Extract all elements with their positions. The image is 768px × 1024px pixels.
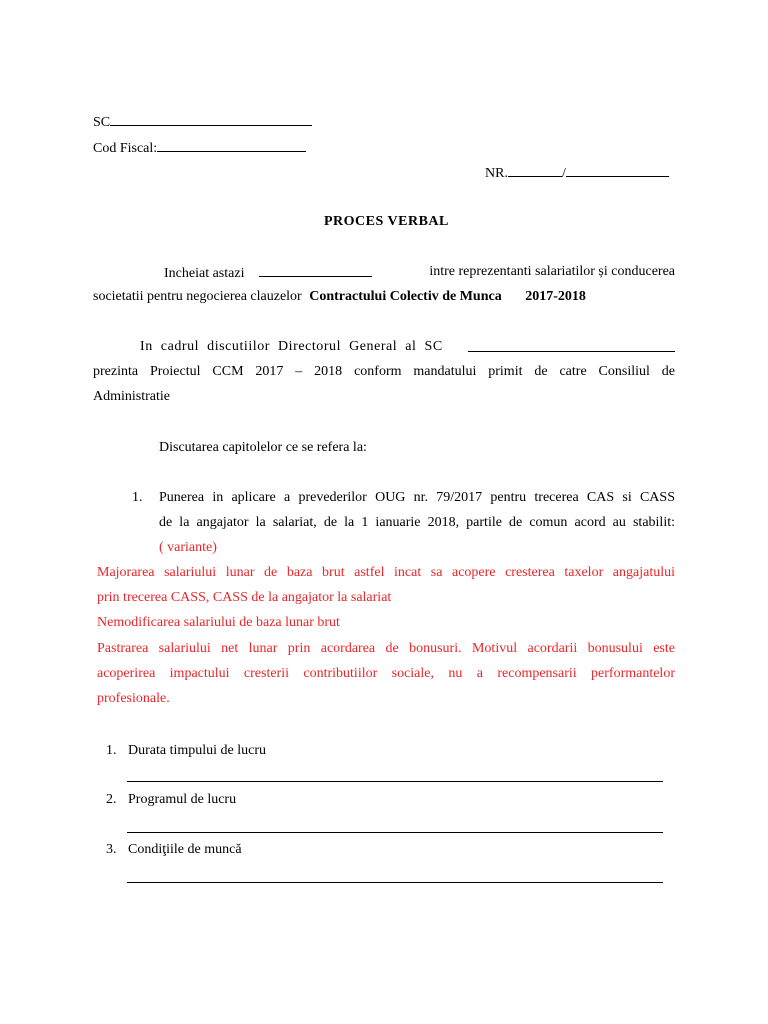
discutarea-text: Discutarea capitolelor ce se refera la: — [159, 440, 367, 455]
list-item-conditiile: Condiţiile de muncă — [128, 842, 242, 857]
option1-line2: prin trecerea CASS, CASS de la angajator la salariat — [97, 590, 392, 605]
item1-line2: de la angajator la salariat, de la 1 ianuarie 2018, partile de comun acord au stabilit: — [159, 515, 675, 530]
programul-answer-line[interactable] — [127, 832, 663, 833]
cod-fiscal-blank[interactable] — [157, 139, 306, 152]
nr-field — [485, 164, 669, 182]
sc-director-blank[interactable] — [468, 339, 675, 352]
para2-line3: Administratie — [93, 389, 170, 404]
nr-blank-1[interactable] — [508, 164, 562, 177]
option3-line3: profesionale. — [97, 691, 170, 706]
list-item-number: 1. — [106, 743, 117, 758]
sc-blank[interactable] — [110, 113, 312, 126]
option3-line1: Pastrarea salariului net lunar prin acordarea de bonusuri. Motivul acordarii bonusului este — [97, 641, 675, 656]
contract-name: Contractului Colectiv de Munca — [309, 289, 502, 304]
sc-label: SC — [93, 115, 111, 130]
nr-blank-2[interactable] — [566, 164, 669, 177]
cod-fiscal-label: Cod Fiscal: — [93, 141, 158, 156]
para1-start: Incheiat astazi — [164, 266, 245, 281]
para1-line2 — [93, 289, 586, 305]
item1-number: 1. — [132, 490, 143, 505]
nr-separator: / — [561, 166, 566, 181]
list-item-number: 3. — [106, 842, 117, 857]
list-item-programul: Programul de lucru — [128, 792, 237, 807]
list-item-durata: Durata timpului de lucru — [128, 743, 267, 758]
contract-years: 2017-2018 — [525, 289, 586, 304]
sc-field — [93, 113, 312, 131]
para2-line2: prezinta Proiectul CCM 2017 – 2018 conform mandatului primit de catre Consiliul de — [93, 364, 675, 379]
para1-middle: intre reprezentanti salariatilor și conducerea — [429, 264, 675, 279]
para1-line2-text: societatii pentru negocierea clauzelor — [93, 289, 302, 304]
option2: Nemodificarea salariului de baza lunar brut — [97, 615, 340, 630]
nr-label: NR. — [485, 166, 508, 181]
date-blank[interactable] — [259, 264, 372, 277]
conditiile-answer-line[interactable] — [127, 882, 663, 883]
list-item-number: 2. — [106, 792, 117, 807]
item1-line1: Punerea in aplicare a prevederilor OUG nr. 79/2017 pentru trecerea CAS si CASS — [159, 490, 675, 505]
para2-line1 — [140, 339, 675, 355]
para1-line1 — [164, 264, 675, 282]
variante-text: ( variante) — [159, 540, 217, 555]
option3-line2: acoperirea impactului cresterii contributiilor sociale, nu a recompensarii performantelor — [97, 666, 675, 681]
cod-fiscal-field — [93, 139, 306, 157]
durata-answer-line[interactable] — [127, 781, 663, 782]
option1-line1: Majorarea salariului lunar de baza brut astfel incat sa acopere cresterea taxelor angajatului — [97, 565, 675, 580]
document-title: PROCES VERBAL — [324, 214, 449, 229]
para2-start: In cadrul discutiilor Directorul General al SC — [140, 339, 443, 354]
